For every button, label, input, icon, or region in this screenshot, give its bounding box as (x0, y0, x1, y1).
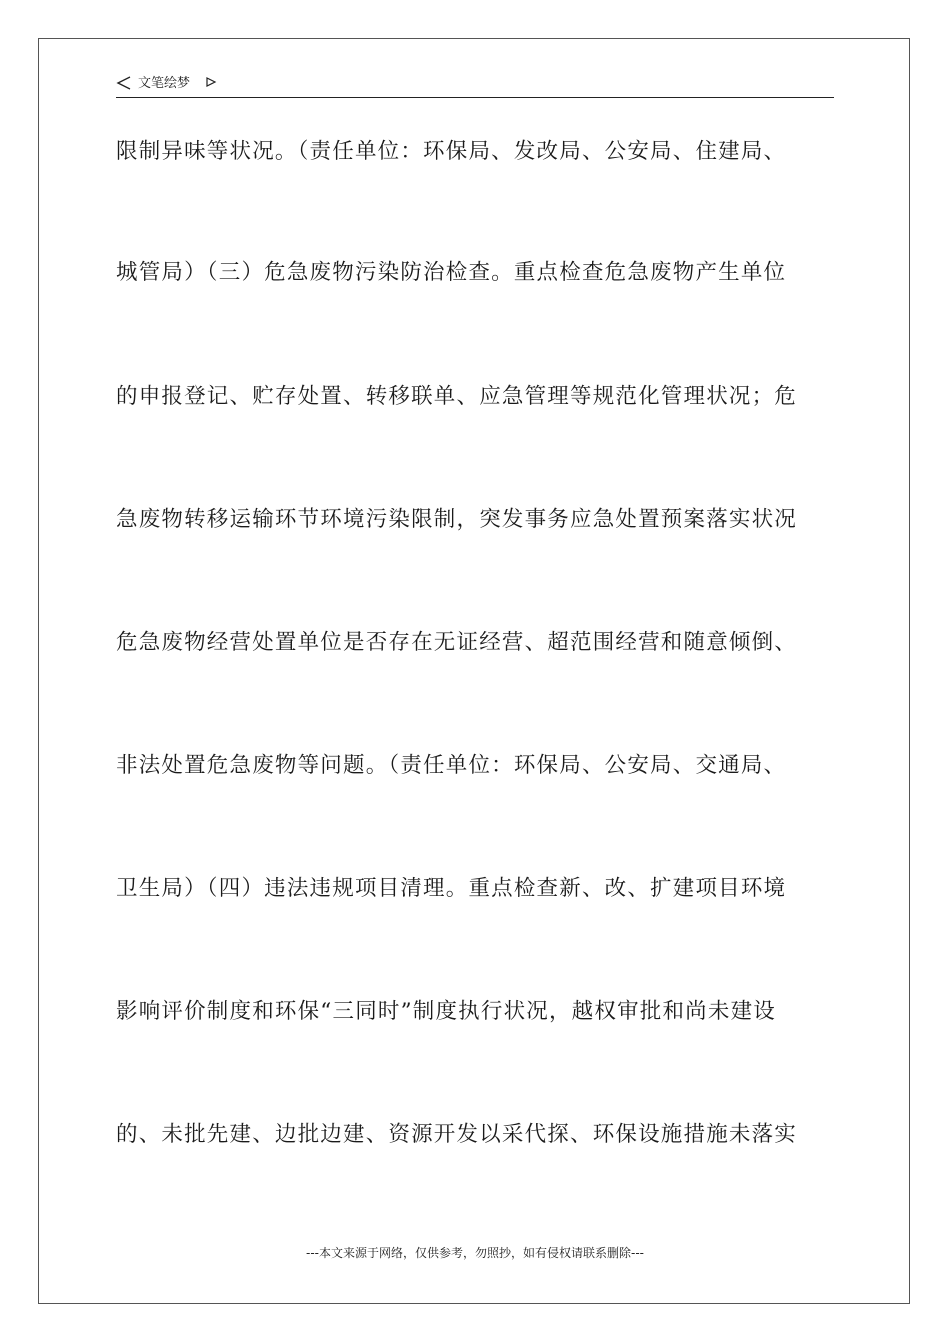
page-header (116, 72, 834, 98)
body-line: 的申报登记、贮存处置、转移联单、应急管理等规范化管理状况；危 (116, 384, 798, 409)
page-frame (38, 38, 910, 1304)
body-line: 卫生局）（四）违法违规项目清理。重点检查新、改、扩建项目环境 (116, 876, 787, 901)
body-line: 急废物转移运输环节环境污染限制，突发事务应急处置预案落实状况 (116, 507, 798, 532)
triangle-right-outline-icon (205, 76, 217, 88)
body-line: 影响评价制度和环保“三同时”制度执行状况，越权审批和尚未建设 (116, 999, 776, 1024)
body-line: 危急废物经营处置单位是否存在无证经营、超范围经营和随意倾倒、 (116, 630, 798, 655)
body-line: 城管局）（三）危急废物污染防治检查。重点检查危急废物产生单位 (116, 260, 787, 285)
body-line: 的、未批先建、边批边建、资源开发以采代探、环保设施措施未落实 (116, 1122, 798, 1147)
header-title: 文笔绘梦 (138, 76, 191, 91)
body-line: 限制异味等状况。（责任单位：环保局、发改局、公安局、住建局、 (116, 139, 787, 164)
footer-disclaimer: ---本文来源于网络，仅供参考，勿照抄，如有侵权请联系删除--- (306, 1246, 644, 1260)
body-line: 非法处置危急废物等问题。（责任单位：环保局、公安局、交通局、 (116, 753, 787, 778)
triangle-left-outline-icon (116, 75, 132, 91)
